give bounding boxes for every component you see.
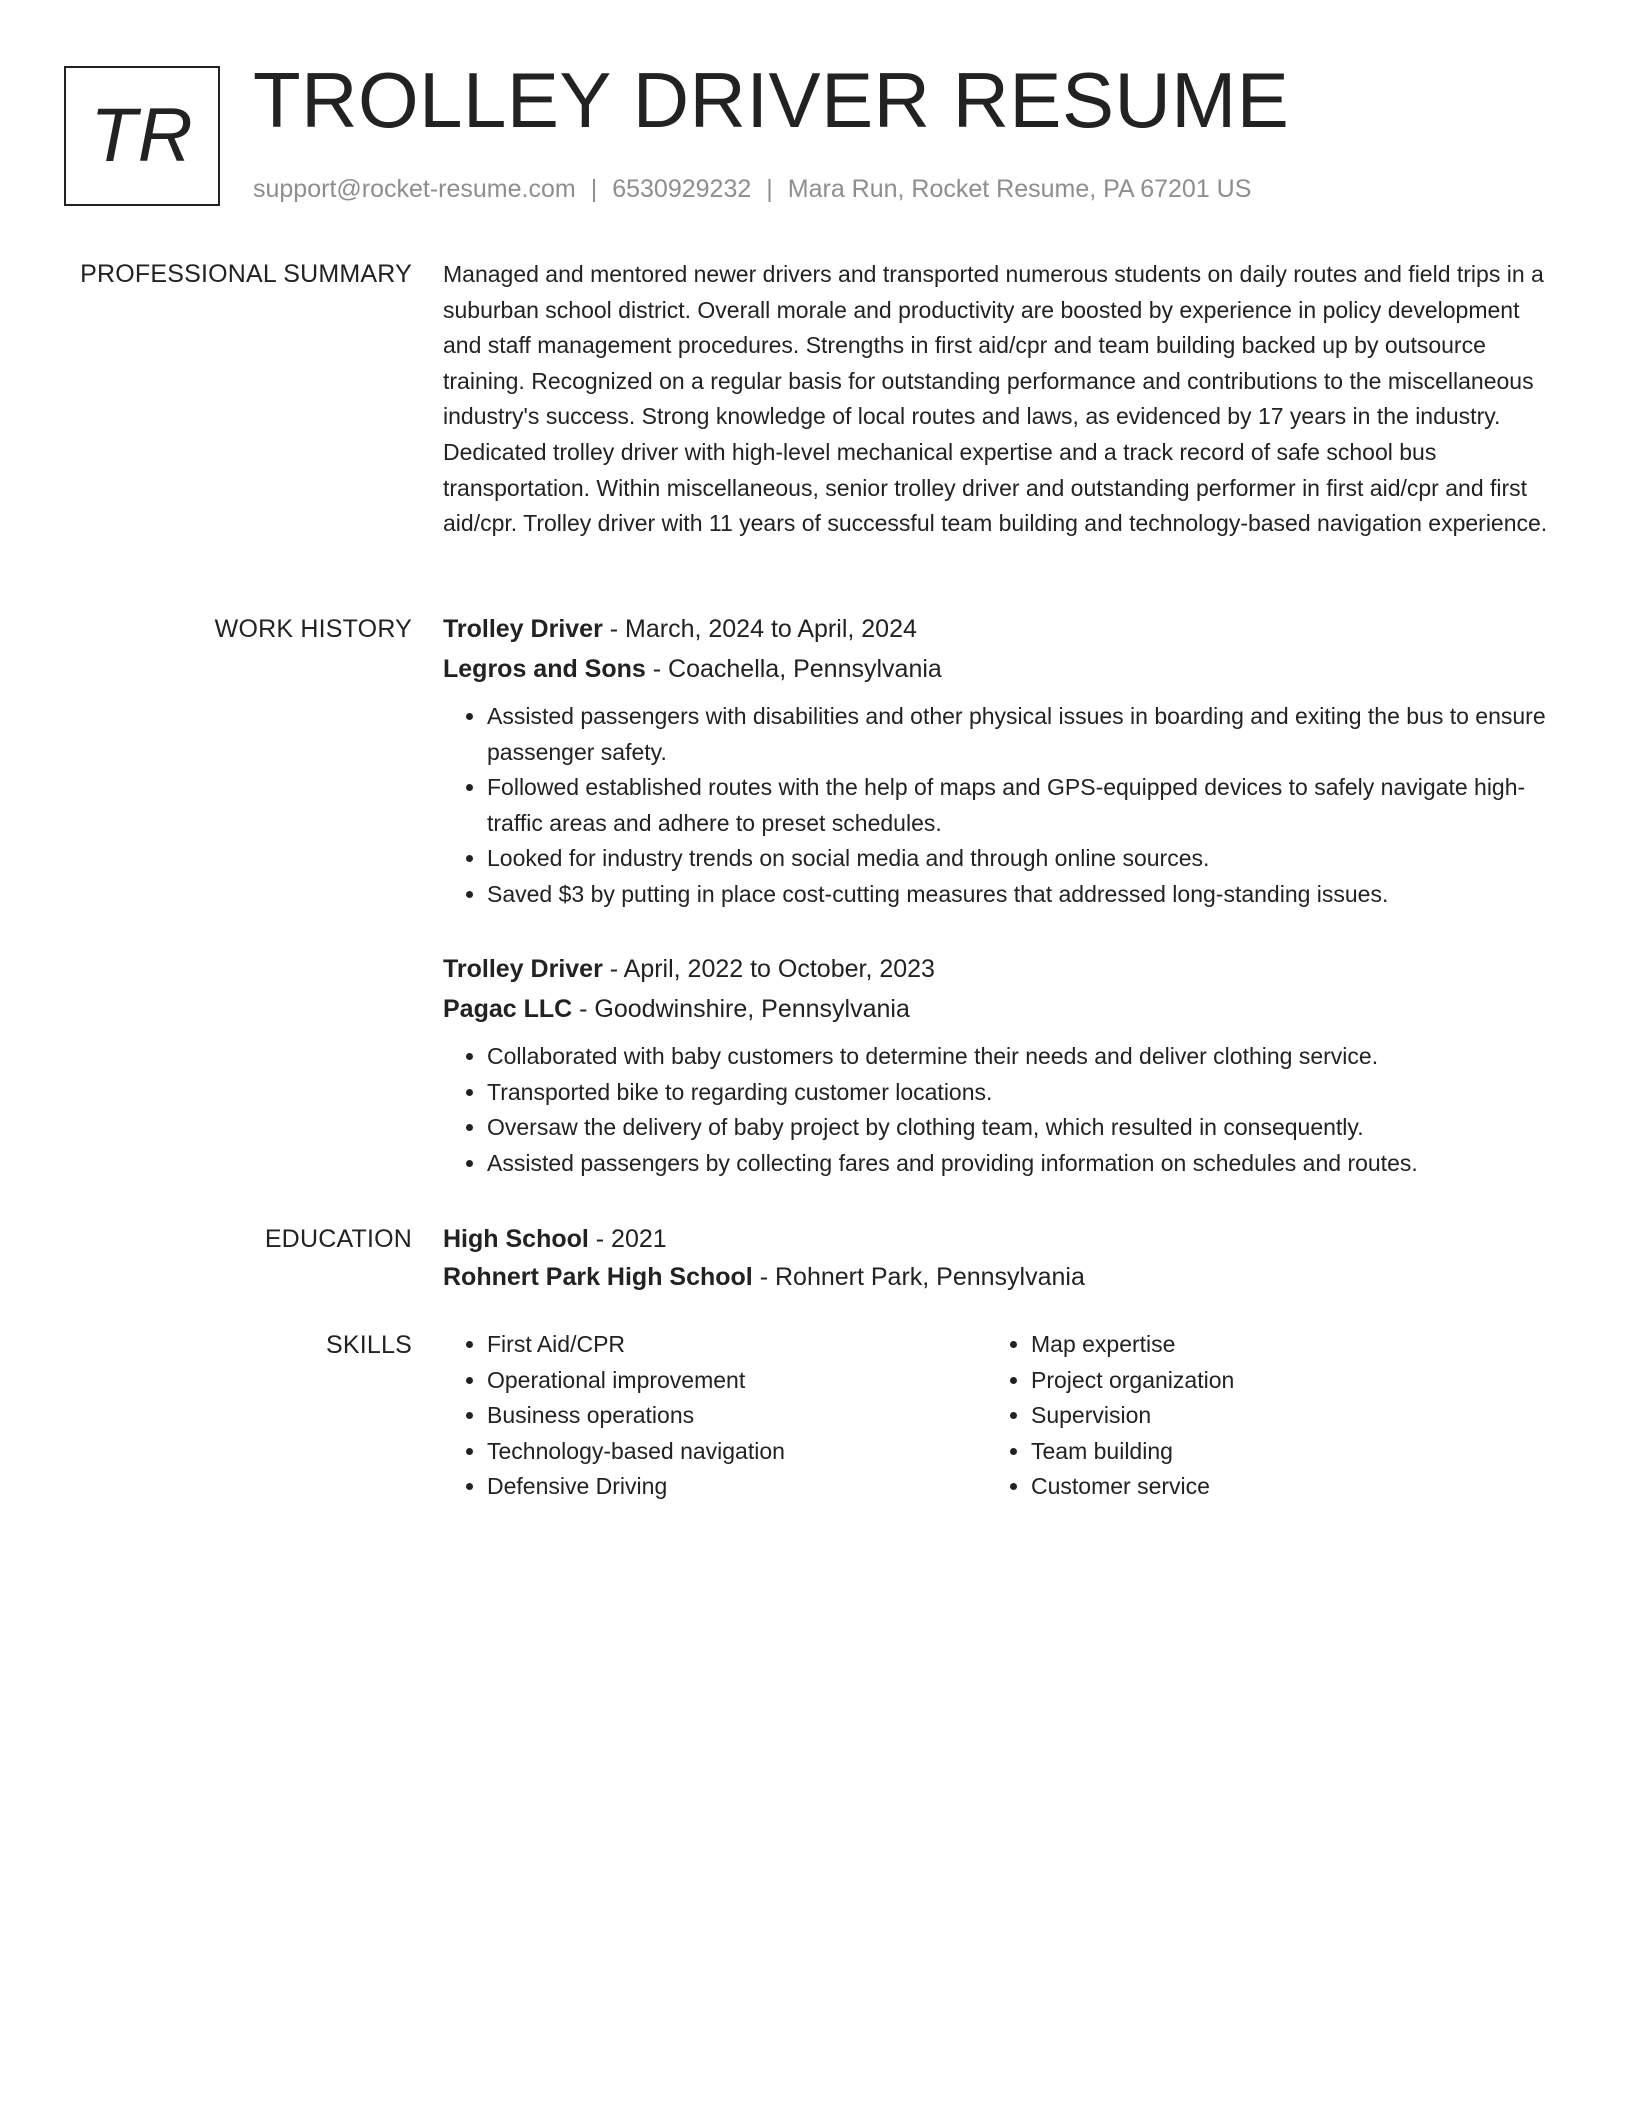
section-label-education: EDUCATION xyxy=(264,1225,412,1253)
education-location: - Rohnert Park, Pennsylvania xyxy=(752,1263,1085,1291)
skill-item: • Customer service xyxy=(1031,1469,1507,1505)
monogram-initials: TR xyxy=(90,93,194,178)
job-location: - Goodwinshire, Pennsylvania xyxy=(572,995,910,1023)
skills-section xyxy=(443,1327,1555,1517)
job-title-line xyxy=(443,614,1555,644)
job-bullets xyxy=(443,1039,1555,1181)
list-item: • Saved $3 by putting in place cost-cutting measures that addressed long-standing issues. xyxy=(487,877,1555,913)
job-company: Pagac LLC xyxy=(443,995,573,1023)
skills-list xyxy=(443,1327,963,1505)
section-label-work-history: WORK HISTORY xyxy=(214,615,412,643)
contact-address: Mara Run, Rocket Resume, PA 67201 US xyxy=(787,175,1252,203)
section-label-skills: SKILLS xyxy=(326,1331,412,1359)
job-entry xyxy=(443,614,1555,913)
list-item: • Followed established routes with the help of maps and GPS-equipped devices to safely navigate high-traffic areas and adhere to preset schedules. xyxy=(487,770,1555,841)
education-entry xyxy=(443,1224,1555,1292)
job-dates: - March, 2024 to April, 2024 xyxy=(602,615,917,643)
list-item: • Oversaw the delivery of baby project by clothing team, which resulted in consequently. xyxy=(487,1110,1555,1146)
contact-phone: 6530929232 xyxy=(612,175,752,203)
skill-item: • Technology-based navigation xyxy=(487,1434,963,1470)
list-item: • Assisted passengers by collecting fares and providing information on schedules and routes. xyxy=(487,1146,1555,1182)
job-entry xyxy=(443,954,1555,1181)
job-title: Trolley Driver xyxy=(443,615,603,643)
skill-item: • Supervision xyxy=(1031,1398,1507,1434)
list-item: • Collaborated with baby customers to determine their needs and deliver clothing service. xyxy=(487,1039,1555,1075)
job-company-line xyxy=(443,654,1555,684)
list-item: • Transported bike to regarding customer locations. xyxy=(487,1075,1555,1111)
job-location: - Coachella, Pennsylvania xyxy=(645,655,942,683)
skill-item: • Business operations xyxy=(487,1398,963,1434)
education-school: Rohnert Park High School xyxy=(443,1263,753,1291)
job-title: Trolley Driver xyxy=(443,955,603,983)
contact-separator: | xyxy=(766,175,773,203)
contact-separator: | xyxy=(590,175,598,203)
skill-item: • Team building xyxy=(1031,1434,1507,1470)
job-bullets xyxy=(443,699,1555,913)
list-item: • Looked for industry trends on social media and through online sources. xyxy=(487,841,1555,877)
education-school-line xyxy=(443,1262,1555,1292)
skill-item: • Project organization xyxy=(1031,1363,1507,1399)
monogram-box xyxy=(64,66,220,206)
skill-item: • Defensive Driving xyxy=(487,1469,963,1505)
skill-item: • Map expertise xyxy=(1031,1327,1507,1363)
education-degree: High School xyxy=(443,1225,589,1253)
education-year: - 2021 xyxy=(588,1225,667,1253)
summary-text: Managed and mentored newer drivers and transported numerous students on daily routes and field trips in a suburban school district. Overall morale and productivity are boosted by experience in policy development and staff management procedures. Strengths in first aid/cpr and team building backed up by outsource training. Recognized on a regular basis for outstanding performance and contributions to the miscellaneous industry's success. Strong knowledge of local routes and laws, as evidenced by 17 years in the industry. Dedicated trolley driver with high-level mechanical expertise and a track record of safe school bus transportation. Within miscellaneous, senior trolley driver and outstanding performer in first aid/cpr and first aid/cpr. Trolley driver with 11 years of successful team building and technology-based navigation experience. xyxy=(443,261,1548,537)
job-title-line xyxy=(443,954,1555,984)
contact-email: support@rocket-resume.com xyxy=(253,175,576,203)
contact-line xyxy=(253,174,1251,204)
education-degree-line xyxy=(443,1224,1555,1254)
skills-column-left xyxy=(443,1327,963,1505)
skills-column-right xyxy=(987,1327,1507,1505)
job-company: Legros and Sons xyxy=(443,655,646,683)
skills-list xyxy=(987,1327,1507,1505)
list-item: • Assisted passengers with disabilities and other physical issues in boarding and exiting the bus to ensure passenger safety. xyxy=(487,699,1555,770)
skill-item: • First Aid/CPR xyxy=(487,1327,963,1363)
resume-title: TROLLEY DRIVER RESUME xyxy=(253,56,1290,144)
summary-section xyxy=(443,257,1555,542)
section-label-summary: PROFESSIONAL SUMMARY xyxy=(80,260,412,288)
job-company-line xyxy=(443,994,1555,1024)
skill-item: • Operational improvement xyxy=(487,1363,963,1399)
job-dates: - April, 2022 to October, 2023 xyxy=(602,955,935,983)
